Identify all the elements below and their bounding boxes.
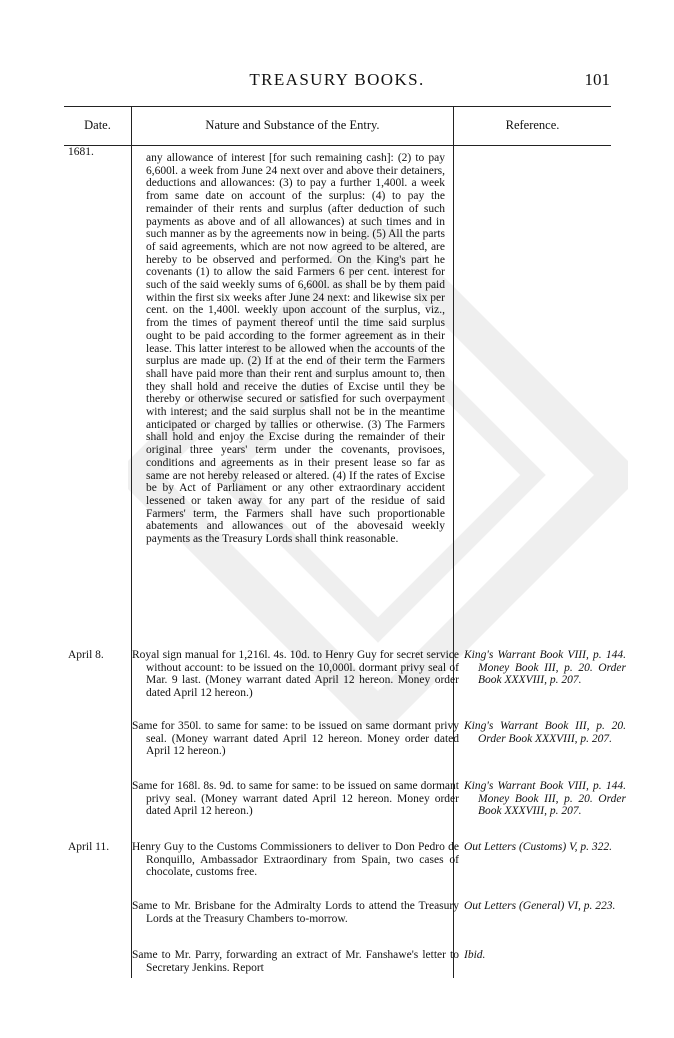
entry-reference: Out Letters (Customs) V, p. 322. xyxy=(464,841,613,853)
entry-text: any allowance of interest [for such remaining cash]: (2) to pay 6,600l. a week from June 24 next over and above their detainers, deductions and allowances: (3) to pay a further 1,400l. a week from same date on account of the surplus: (4) to pay the remainder of their rents and surplus (after deduction of such payments as above and of all allowances) at such times and in such manner as by the agreements now in being. (5) All the parts of said agreements, which are not now agreed to be altered, are hereby to be observed and performed. On the King's part he covenants (1) to allow the said Farmers 6 per cent. interest for such of the said weekly sums of 6,600l. as shall be by them paid within the first six weeks after June 24 next: and likewise six per cent. on the 1,400l. weekly upon account of the surplus, viz., from the times of payment thereof until the time said surplus ought to be paid according to the former agreement as in their lease. This latter interest to be allowed when the accounts of the surplus are made up. (2) If at the end of their term the Farmers shall have paid more than their rent and surplus amount to, then they shall hold and receive the duties of Excise until they be thereby or otherwise secured or satisfied for such overpayment with interest; and the said surplus shall not be in the meantime anticipated or charged by tallies or otherwise. (3) The Farmers shall hold and enjoy the Excise during the remainder of their original three years' term under the covenants, provisoes, conditions and agreements as in their present lease so far as same are not hereby released or altered. (4) If the rates of Excise be by Act of Parliament or any other extraordinary accident lessened or taken away for any part of the residue of said Farmers' term, the Farmers shall have such proportionable abatements and allowances out of the abovesaid weekly payments as the Treasury Lords shall think reasonable. xyxy=(146,152,445,546)
column-header-date: Date. xyxy=(84,118,111,132)
column-header-nature: Nature and Substance of the Entry. xyxy=(205,118,380,132)
entry-text: Same for 350l. to same for same: to be issued on same dormant privy seal. (Money warrant dated April 12 hereon. Money order dated April 12 hereon.) xyxy=(132,720,459,758)
entry-text: Same for 168l. 8s. 9d. to same for same: to be issued on same dormant privy seal. (Money warrant dated April 12 hereon. Money order dated April 12 hereon.) xyxy=(132,780,459,818)
entry-reference: King's Warrant Book VIII, p. 144. Money Book III, p. 20. Order Book XXXVIII, p. 207. xyxy=(464,780,626,818)
entry-date: April 8. xyxy=(68,649,104,661)
entry-reference: Ibid. xyxy=(464,949,486,961)
entry-text: Same to Mr. Brisbane for the Admiralty Lords to attend the Treasury Lords at the Treasury Chambers to-morrow. xyxy=(132,900,459,925)
page-title: TREASURY BOOKS. xyxy=(249,70,425,89)
table-top-rule xyxy=(64,106,611,107)
entry-date: 1681. xyxy=(68,146,94,158)
entry-date: April 11. xyxy=(68,841,110,853)
entry-text: Same to Mr. Parry, forwarding an extract of Mr. Fanshawe's letter to Secretary Jenkins. Report xyxy=(132,949,459,974)
entry-text: Henry Guy to the Customs Commissioners to deliver to Don Pedro de Ronquillo, Ambassador Extraordinary from Spain, two cases of chocolate, customs free. xyxy=(132,841,459,879)
column-header-reference: Reference. xyxy=(505,118,560,132)
entry-reference: King's Warrant Book III, p. 20. Order Book XXXVIII, p. 207. xyxy=(464,720,626,745)
column-header-rule xyxy=(64,145,611,146)
running-head xyxy=(0,70,674,94)
entry-text: Royal sign manual for 1,216l. 4s. 10d. to Henry Guy for secret service without account: to be issued on the 10,000l. dormant privy seal of Mar. 9 last. (Money warrant dated April 12 hereon. Money order dated April 12 hereon.) xyxy=(132,649,459,700)
entry-reference: King's Warrant Book VIII, p. 144. Money Book III, p. 20. Order Book XXXVIII, p. 207. xyxy=(464,649,626,687)
entry-reference: Out Letters (General) VI, p. 223. xyxy=(464,900,616,912)
page-number: 101 xyxy=(584,70,610,89)
